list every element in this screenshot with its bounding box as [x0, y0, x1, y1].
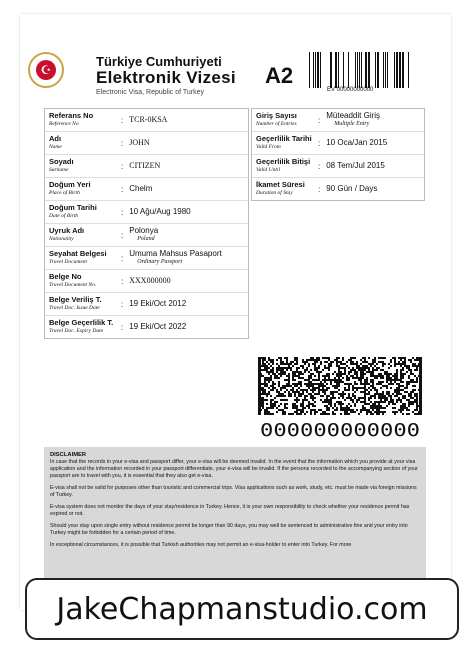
value-text: Polonya	[129, 226, 159, 235]
disclaimer-paragraph: In case that the records in your e-visa and passport differ, your e-visa will be deemed invalid. In the event that the information which you provide at your visa application and the information recorded in your passport differentiate, your e-visa will be invalid. If the persons recorded to the accompanying section of your passport are to travel with you, it is essential that they also get e-visa.	[50, 459, 418, 479]
field-label	[252, 135, 318, 151]
barcode-image	[309, 52, 409, 88]
table-row: Geçerlilik Bitişi Valid Until : 08 Tem/Jul 2015	[252, 155, 424, 178]
field-label	[45, 273, 121, 289]
field-value	[127, 139, 149, 147]
label-english: Travel Document	[49, 259, 88, 265]
value-text: JOHN	[129, 138, 150, 147]
label-turkish: Adı	[49, 134, 62, 143]
title-line1: Türkiye Cumhuriyeti	[96, 54, 222, 69]
table-row: Seyahat Belgesi Travel Document : Umuma Mahsus Pasaport Ordinary Passport	[45, 247, 248, 270]
field-label	[45, 296, 121, 312]
table-row: Geçerlilik Tarihi Valid From : 10 Oca/Jan 2015	[252, 132, 424, 155]
label-english: Place of Birth	[49, 190, 80, 196]
2d-barcode-image	[258, 357, 422, 415]
label-english: Nationality	[49, 236, 74, 242]
label-turkish: Doğum Tarihi	[49, 203, 97, 212]
table-row: Adı Name : JOHN	[45, 132, 248, 155]
label-turkish: Geçerlilik Bitişi	[256, 157, 311, 166]
field-label	[45, 135, 121, 151]
table-row: Doğum Yeri Place of Birth : Chelm	[45, 178, 248, 201]
value-text: XXX000000	[129, 276, 171, 285]
label-english: Number of Entries	[256, 121, 297, 127]
field-label	[45, 250, 121, 266]
crescent-star-icon: ☪	[36, 60, 56, 80]
field-value	[127, 227, 158, 243]
field-label	[45, 319, 121, 335]
label-english: Valid Until	[256, 167, 280, 173]
field-value	[324, 112, 380, 128]
field-value	[127, 208, 190, 216]
field-value	[127, 300, 186, 308]
table-row: Belge Geçerlilik T. Travel Doc. Expiry Date : 19 Eki/Oct 2022	[45, 316, 248, 338]
value-text: Müteaddit Giriş	[326, 111, 381, 120]
table-row: Belge Veriliş T. Travel Doc. Issue Date : 19 Eki/Oct 2012	[45, 293, 248, 316]
disclaimer-paragraph: In exceptional circumstances, it is possible that Turkish authorities may not permit an e-visa-holder to enter into Turkey. For more	[50, 542, 352, 548]
label-turkish: Seyahat Belgesi	[49, 249, 107, 258]
label-turkish: Uyruk Adı	[49, 226, 85, 235]
disclaimer-paragraph: Should your stay upon single entry without residence permit be longer than 90 days, you may well be sentenced to administrative fine and your entry into Turkey might be forbidden for a certain period of time.	[50, 523, 408, 536]
value-translation: Poland	[137, 236, 155, 242]
field-label	[45, 112, 121, 128]
subtitle: Electronic Visa, Republic of Turkey	[96, 89, 205, 96]
label-turkish: Geçerlilik Tarihi	[256, 134, 312, 143]
label-turkish: Belge Veriliş T.	[49, 295, 102, 304]
table-row: Soyadı Surname : CITIZEN	[45, 155, 248, 178]
field-label	[45, 227, 121, 243]
label-english: Travel Document No.	[49, 282, 97, 288]
value-translation: Ordinary Passport	[137, 259, 183, 265]
disclaimer-paragraph: E-visa system does not monitor the days of your stay/residence in Turkey. Hence, it is your own responsibility to check whether your residence permit has expired or not.	[50, 504, 410, 517]
personal-info-table	[44, 108, 249, 339]
value-text: CITIZEN	[129, 161, 161, 170]
visa-code: A2	[265, 63, 294, 88]
visa-info-table	[251, 108, 425, 201]
field-value	[127, 323, 186, 331]
value-text: TCR-0KSA	[129, 115, 168, 124]
table-row: Uyruk Adı Nationality : Polonya Poland	[45, 224, 248, 247]
field-label	[45, 158, 121, 174]
field-value	[127, 162, 160, 170]
barcode-number: EV 00000000000	[327, 87, 374, 93]
label-english: Date of Birth	[49, 213, 79, 219]
field-value	[127, 116, 167, 124]
field-label	[252, 181, 318, 197]
table-row: İkamet Süresi Duration of Stay : 90 Gün / Days	[252, 178, 424, 200]
field-value	[127, 277, 170, 285]
value-text: Umuma Mahsus Pasaport	[129, 249, 222, 258]
disclaimer-heading: DISCLAIMER	[50, 452, 87, 458]
title-line2: Elektronik Vizesi	[96, 68, 236, 87]
value-text: 19 Eki/Oct 2012	[129, 299, 187, 308]
field-label	[252, 158, 318, 174]
table-row: Referans No Reference No : TCR-0KSA	[45, 109, 248, 132]
field-label	[252, 112, 318, 128]
label-english: Travel Doc. Expiry Date	[49, 328, 104, 334]
field-value	[127, 250, 221, 266]
field-value	[324, 185, 377, 193]
label-turkish: İkamet Süresi	[256, 180, 305, 189]
label-english: Duration of Stay	[256, 190, 293, 196]
label-english: Valid From	[256, 144, 281, 150]
field-value	[127, 185, 152, 193]
field-value	[324, 162, 385, 170]
label-english: Name	[49, 144, 62, 150]
value-text: 90 Gün / Days	[326, 184, 378, 193]
table-row: Giriş Sayısı Number of Entries : Müteaddit Giriş Multiple Entry	[252, 109, 424, 132]
svg-text:000000000000: 000000000000	[260, 420, 420, 440]
field-value	[324, 139, 387, 147]
field-label	[45, 204, 121, 220]
label-turkish: Referans No	[49, 111, 94, 120]
value-text: 08 Tem/Jul 2015	[326, 161, 385, 170]
label-turkish: Giriş Sayısı	[256, 111, 297, 120]
turkish-seal-icon	[28, 52, 64, 88]
value-text: Chelm	[129, 184, 153, 193]
disclaimer-box	[44, 447, 426, 580]
label-english: Reference No	[49, 121, 79, 127]
field-label	[45, 181, 121, 197]
table-row: Doğum Tarihi Date of Birth : 10 Ağu/Aug 1980	[45, 201, 248, 224]
label-turkish: Soyadı	[49, 157, 74, 166]
table-row: Belge No Travel Document No. : XXX000000	[45, 270, 248, 293]
label-english: Surname	[49, 167, 69, 173]
value-text: 10 Ağu/Aug 1980	[129, 207, 191, 216]
value-text: 19 Eki/Oct 2022	[129, 322, 187, 331]
label-turkish: Belge Geçerlilik T.	[49, 318, 114, 327]
2d-barcode-digits	[258, 420, 422, 440]
label-turkish: Belge No	[49, 272, 82, 281]
disclaimer-paragraph: E-visa shall not be valid for purposes other than touristic and commercial trips. Visa applications such as work, study, etc. must be made via foreign missions of Turkey.	[50, 485, 417, 498]
value-translation: Multiple Entry	[334, 121, 370, 127]
label-english: Travel Doc. Issue Date	[49, 305, 100, 311]
watermark-banner: JakeChapmanstudio.com	[25, 578, 459, 640]
value-text: 10 Oca/Jan 2015	[326, 138, 388, 147]
label-turkish: Doğum Yeri	[49, 180, 91, 189]
